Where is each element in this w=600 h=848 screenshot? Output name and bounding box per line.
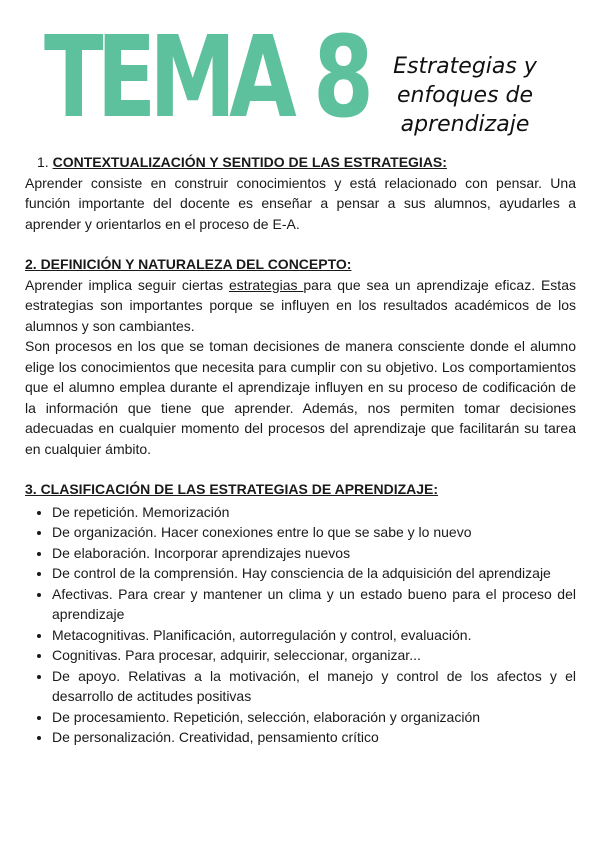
- section-1-number: 1.: [37, 154, 49, 170]
- header: [0, 0, 600, 150]
- section-1-title: CONTEXTUALIZACIÓN Y SENTIDO DE LAS ESTRATEGIAS:: [52, 154, 447, 170]
- section-2-title: 2. DEFINICIÓN Y NATURALEZA DEL CONCEPTO:: [25, 256, 352, 272]
- list-item: • De control de la comprensión. Hay consciencia de la adquisición del aprendizaje: [52, 563, 576, 584]
- page-subtitle: [376, 52, 554, 139]
- list-item: • Afectivas. Para crear y mantener un clima y un estado bueno para el proceso del aprendizaje: [52, 584, 576, 625]
- section-2-paragraph-2: Son procesos en los que se toman decisiones de manera consciente donde el alumno elige los conocimientos que necesita para cumplir con su objetivo. Los comportamientos que el alumno emplea durante el aprendizaje influyen en su proceso de codificación de la información que tiene que aprender. Además, nos permiten tomar decisiones adecuadas en cualquier momento del procesos del aprendizaje que facilitarán su tarea en cualquier ámbito.: [25, 338, 576, 457]
- section-1-heading: [37, 152, 576, 173]
- list-item: • De elaboración. Incorporar aprendizajes nuevos: [52, 543, 576, 564]
- list-item: • Metacognitivas. Planificación, autorregulación y control, evaluación.: [52, 625, 576, 646]
- section-2-p1-start: Aprender implica seguir ciertas: [25, 276, 230, 293]
- subtitle-line-1: Estrategias y: [393, 54, 537, 79]
- list-item: • De procesamiento. Repetición, selección, elaboración y organización: [52, 707, 576, 728]
- list-item: • De organización. Hacer conexiones entre lo que se sabe y lo nuevo: [52, 522, 576, 543]
- strategy-list: [25, 502, 576, 748]
- section-1-paragraph: Aprender consiste en construir conocimientos y está relacionado con pensar. Una función importante del docente es enseñar a pensar a sus alumnos, ayudarles a aprender y orientarlos en el proceso de E-A.: [25, 174, 576, 232]
- section-3-title: 3. CLASIFICACIÓN DE LAS ESTRATEGIAS DE APRENDIZAJE:: [25, 481, 439, 497]
- document-body: [25, 152, 576, 748]
- list-item: • De personalización. Creatividad, pensamiento crítico: [52, 727, 576, 748]
- section-2-paragraph-1: [25, 275, 576, 337]
- section-2-p1-end: para que sea un aprendizaje eficaz. Estas estrategias son importantes porque se influyen en los resultados académicos de los alumnos y son cambiantes.: [25, 276, 576, 334]
- list-item: • De repetición. Memorización: [52, 502, 576, 523]
- list-item: • Cognitivas. Para procesar, adquirir, seleccionar, organizar...: [52, 645, 576, 666]
- subtitle-line-3: aprendizaje: [400, 112, 530, 137]
- page-title: TEMA 8: [44, 13, 367, 143]
- section-2-p1-underlined: estrategias: [229, 276, 304, 293]
- list-item: • De apoyo. Relativas a la motivación, el manejo y control de los afectos y el desarrollo de actitudes positivas: [52, 666, 576, 707]
- subtitle-line-2: enfoques de: [396, 83, 534, 108]
